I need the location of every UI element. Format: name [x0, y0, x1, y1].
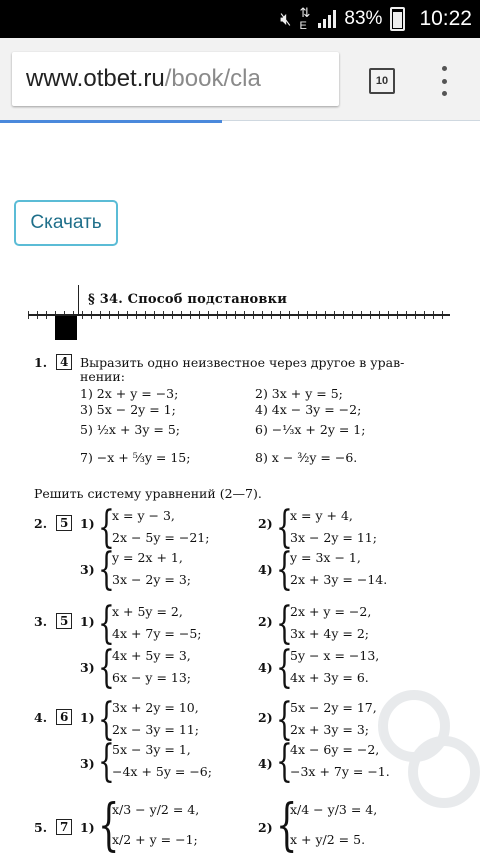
- instruction-text: Решить систему уравнений (2—7).: [34, 486, 262, 501]
- problem-1-text-2: нении:: [80, 369, 125, 384]
- problem-3-sys4-label: 4): [258, 660, 273, 675]
- clock: 10:22: [419, 7, 472, 30]
- problem-3-sys2-label: 2): [258, 614, 273, 629]
- problem-5-sys1-label: 1): [80, 820, 95, 835]
- problem-2-sys4-label: 4): [258, 562, 273, 577]
- problem-4-sys3-label: 3): [80, 756, 95, 771]
- signal-icon: [318, 10, 336, 28]
- problem-2-box: 5: [56, 515, 72, 531]
- problem-2-number: 2.: [34, 516, 48, 531]
- problem-3-sys1-label: 1): [80, 614, 95, 629]
- problem-2-sys2-label: 2): [258, 516, 273, 531]
- problem-1-text-1: Выразить одно неизвестное через другое в урав-: [80, 355, 405, 370]
- address-bar[interactable]: [12, 52, 339, 106]
- mute-icon: 🔇︎: [280, 8, 292, 29]
- problem-3-sys3-label: 3): [80, 660, 95, 675]
- battery-percent: 83%: [344, 8, 383, 29]
- url-path: /book/cla: [164, 65, 261, 92]
- problem-4-box: 6: [56, 709, 72, 725]
- section-title: § 34. Способ подстановки: [88, 292, 288, 307]
- page-load-progress: [0, 120, 222, 123]
- problem-1-number: 1.: [34, 355, 48, 370]
- problem-1-item-2: 2) 3x + y = 5;: [255, 386, 343, 401]
- problem-3-box: 5: [56, 613, 72, 629]
- status-bar: [0, 0, 480, 38]
- section-marker-square: [55, 316, 77, 340]
- overflow-menu-icon[interactable]: [438, 66, 450, 96]
- problem-4-number: 4.: [34, 710, 48, 725]
- problem-5-box: 7: [56, 819, 72, 835]
- problem-5-number: 5.: [34, 820, 48, 835]
- problem-4-sys2-label: 2): [258, 710, 273, 725]
- problem-4-sys1-label: 1): [80, 710, 95, 725]
- battery-icon: [390, 7, 405, 31]
- ruler-line: [28, 314, 450, 316]
- problem-1-item-6: 6) −⅓x + 2y = 1;: [255, 422, 366, 437]
- browser-toolbar: [0, 38, 480, 120]
- problem-1-item-5: 5) ½x + 3y = 5;: [80, 422, 180, 437]
- status-icons: [280, 0, 472, 38]
- url-host: www.otbet.ru: [26, 65, 165, 92]
- problem-3-number: 3.: [34, 614, 48, 629]
- problem-1-item-3: 3) 5x − 2y = 1;: [80, 402, 176, 417]
- page-load-track: [222, 120, 480, 121]
- problem-2-sys3-label: 3): [80, 562, 95, 577]
- problem-1-item-1: 1) 2x + y = −3;: [80, 386, 179, 401]
- problem-1-box: 4: [56, 354, 72, 370]
- problem-1-item-8: 8) x − ³⁄₂y = −6.: [255, 450, 358, 465]
- download-button[interactable]: Скачать: [14, 200, 118, 246]
- textbook-page: § 34. Способ подстановки 1. 4 Выразить одно неизвестное через другое в урав- нении: 1) 2x + y = −3; 2) 3x + y = 5; 3) 5x − 2y = 1; 4) 4x − 3y = −2; 5) ½x + 3y = 5; 6) −⅓x + 2y = 1; 7) −x + ⁵⁄₃y = 15; 8) x − ³⁄₂y = −6. Решить систему уравнений (2—7). 2. 5 1) { x = y − 3, 2x − 5y = −21; 2) { x = y + 4, 3x − 2y = 11; 3) { y = 2x + 1, 3x − 2y = 3; 4) { y = 3x − 1, 2x + 3y = −14. 3. 5 1) { x + 5y = 2, 4x + 7y = −5; 2) { 2x + y = −2, 3x + 4y = 2; 3) { 4x + 5y = 3, 6x − y = 13; 4) { 5y − x = −13, 4x + 3y = 6. 4. 6 1) { 3x + 2y = 10, 2x − 3y = 11; 2) { 5x − 2y = 17, 2x + 3y = 3; 3) { 5x − 3y = 1, −4x + 5y = −6; 4) { 4x − 6y = −2, −3x + 7y = −1. 5. 7 1) { x/3 − y/2 = 4, x/2 + y = −1; 2) { x/4 − y/3 = 4, x + y/2 = 5.: [0, 280, 480, 854]
- watermark-logo: [378, 690, 470, 800]
- problem-5-sys2-label: 2): [258, 820, 273, 835]
- problem-4-sys4-label: 4): [258, 756, 273, 771]
- problem-2-sys1-label: 1): [80, 516, 95, 531]
- data-transfer-icon: ⇅ E: [299, 4, 311, 32]
- problem-1-item-7: 7) −x + ⁵⁄₃y = 15;: [80, 450, 191, 465]
- tab-switcher-button[interactable]: 10: [369, 68, 395, 94]
- problem-1-item-4: 4) 4x − 3y = −2;: [255, 402, 362, 417]
